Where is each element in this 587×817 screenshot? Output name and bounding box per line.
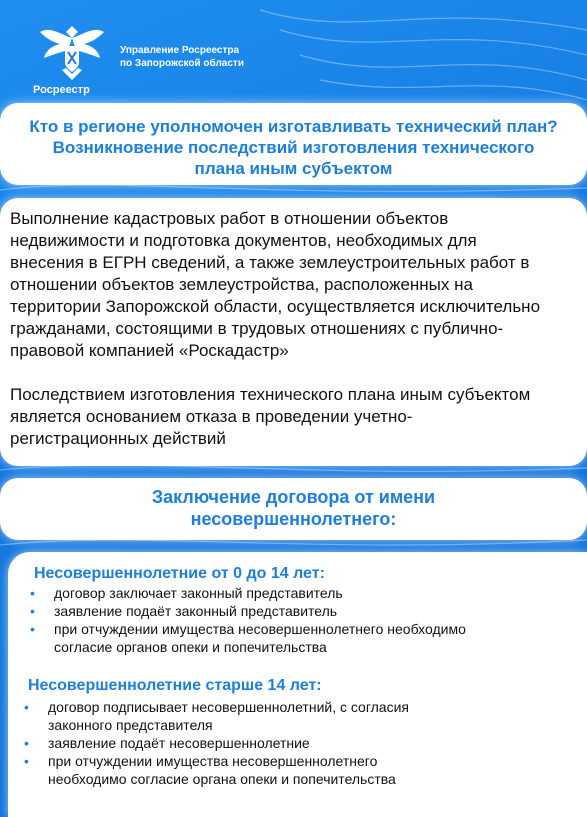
question-title-line: Кто в регионе уполномочен изготавливать технический план? xyxy=(29,117,558,136)
text-line: правовой компанией «Роскадастр» xyxy=(10,341,289,360)
text-line: Выполнение кадастровых работ в отношении объектов xyxy=(10,209,449,228)
question-title-line: плана иным субъектом xyxy=(194,159,393,178)
list-item-text: законного представителя xyxy=(48,717,213,733)
list-item xyxy=(30,602,570,620)
text-line: регистрационных действий xyxy=(10,429,226,448)
text-line: отношении объектов землеустройства, расположенных на xyxy=(10,275,473,294)
list-item xyxy=(30,584,570,602)
text-line: является основанием отказа в проведении учетно- xyxy=(10,407,413,426)
minors-0-14-list xyxy=(30,584,570,656)
text-line: недвижимости и подготовка документов, необходимых для xyxy=(10,231,477,250)
minors-card xyxy=(8,552,587,817)
list-item-text: заявление подаёт несовершеннолетние xyxy=(48,735,310,751)
question-title xyxy=(0,116,587,179)
list-item-text: заявление подаёт законный представитель xyxy=(54,603,338,619)
agreement-title xyxy=(0,486,587,530)
org-name-line: по Запорожской области xyxy=(120,58,244,69)
list-item-text: необходимо согласие органа опеки и попечительства xyxy=(48,771,396,787)
bullet-dot-icon: • xyxy=(30,621,35,637)
list-item-text: договор заключает законный представитель xyxy=(54,585,343,601)
list-item-text: при отчуждении имущества несовершеннолетнего xyxy=(48,753,378,769)
list-item-text: согласие органов опеки и попечительства xyxy=(54,639,327,655)
org-name xyxy=(120,44,244,70)
list-item xyxy=(24,734,574,752)
bullet-dot-icon: • xyxy=(24,753,29,769)
minors-over-14-title: Несовершеннолетние старше 14 лет: xyxy=(28,677,322,694)
list-item xyxy=(30,620,570,656)
list-item-text: договор подписывает несовершеннолетний, с согласия xyxy=(48,699,409,715)
list-item xyxy=(24,698,574,734)
text-line: Последствием изготовления технического плана иным субъектом xyxy=(10,385,531,404)
text-line: гражданами, состоящими в трудовых отношениях с публично- xyxy=(10,319,504,338)
answer-paragraph xyxy=(10,208,575,362)
logo-text: Росреестр xyxy=(33,84,90,96)
bullet-dot-icon: • xyxy=(24,699,29,715)
bullet-dot-icon: • xyxy=(30,585,35,601)
org-name-line: Управление Росреестра xyxy=(120,45,240,56)
header xyxy=(0,0,587,100)
agreement-title-line: несовершеннолетнего: xyxy=(190,509,397,529)
minors-0-14-title: Несовершеннолетние от 0 до 14 лет: xyxy=(34,565,325,582)
list-item xyxy=(24,752,574,788)
question-title-card xyxy=(0,103,587,185)
agreement-title-card xyxy=(0,478,587,540)
text-line: внесения в ЕГРН сведений, а также землеустроительных работ в xyxy=(10,253,530,272)
minors-over-14-list xyxy=(24,698,574,788)
text-line: территории Запорожской области, осуществляется исключительно xyxy=(10,297,541,316)
agreement-title-line: Заключение договора от имени xyxy=(151,487,436,507)
answer-paragraph xyxy=(10,384,575,450)
bullet-dot-icon: • xyxy=(24,735,29,751)
question-title-line: Возникновение последствий изготовления технического xyxy=(52,138,535,157)
list-item-text: при отчуждении имущества несовершеннолетнего необходимо xyxy=(54,621,466,637)
answer-card xyxy=(0,198,587,466)
answer-text xyxy=(10,208,575,472)
bullet-dot-icon: • xyxy=(30,603,35,619)
